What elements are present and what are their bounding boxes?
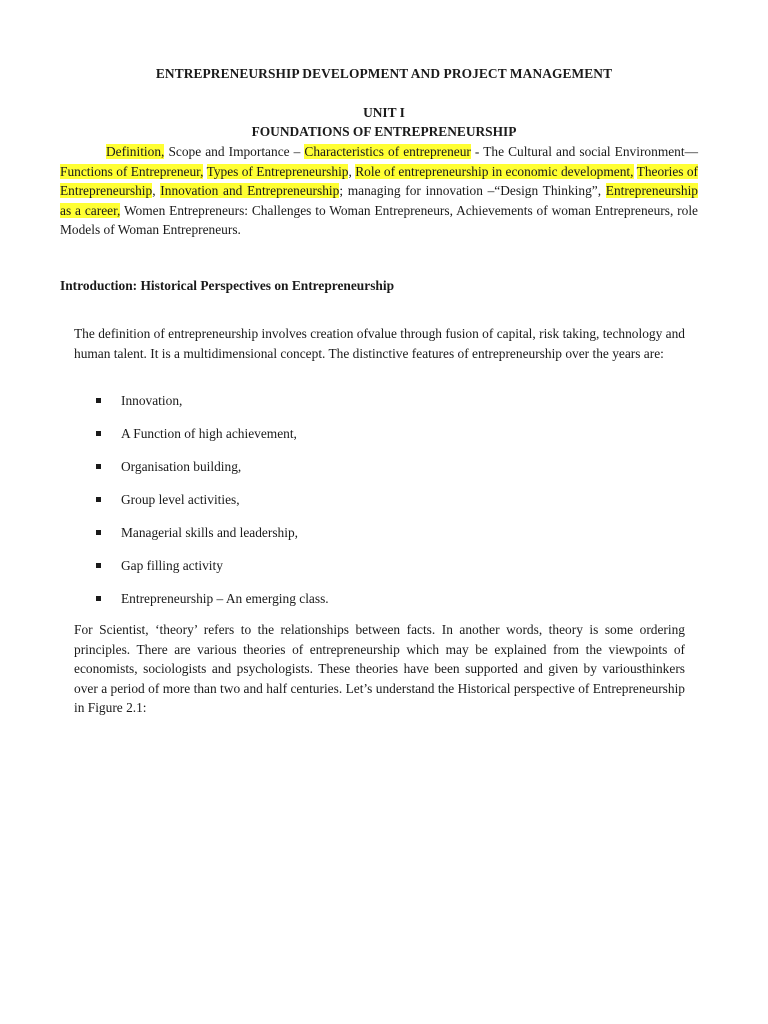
square-bullet-icon <box>96 563 101 568</box>
list-item-text: Organisation building, <box>121 459 242 474</box>
syllabus-paragraph <box>60 142 698 240</box>
syllabus-text: , <box>348 163 356 179</box>
list-item-text: Innovation, <box>121 393 183 408</box>
list-item <box>96 524 329 557</box>
square-bullet-icon <box>96 530 101 535</box>
square-bullet-icon <box>96 596 101 601</box>
document-title: ENTREPRENEURSHIP DEVELOPMENT AND PROJECT MANAGEMENT <box>155 66 613 81</box>
intro-paragraph: The definition of entrepreneurship involves creation ofvalue through fusion of capital, risk taking, technology and human talent. It is a multidimensional concept. The distinctive features of entrepreneurship over the years are: <box>74 326 685 361</box>
highlighted-topic: Innovation and Entrepreneurship <box>160 183 340 199</box>
unit-title: FOUNDATIONS OF ENTREPRENEURSHIP <box>251 124 517 139</box>
highlighted-topic: Role of entrepreneurship in economic development, <box>355 163 634 179</box>
highlighted-topic: Characteristics of entrepreneur <box>304 144 471 159</box>
list-item <box>96 425 329 458</box>
section-heading: Introduction: Historical Perspectives on Entrepreneurship <box>60 278 395 293</box>
syllabus-text: - The Cultural and social Environment— <box>470 144 698 159</box>
unit-number: UNIT I <box>363 105 405 120</box>
highlighted-topic: Definition, <box>106 144 165 159</box>
syllabus-text: , <box>152 183 161 199</box>
square-bullet-icon <box>96 464 101 469</box>
list-item <box>96 557 329 590</box>
syllabus-text: Scope and Importance – <box>164 144 305 159</box>
theory-paragraph: For Scientist, ‘theory’ refers to the relationships between facts. In another words, theory is some ordering principles. There are various theories of entrepreneurship which may be explained from the viewpoints of economists, sociologists and psychologists. These theories have been supported and given by variousthinkers over a period of more than two and half centuries. Let’s understand the Historical perspective of Entrepreneurship in Figure 2.1: <box>74 622 685 716</box>
highlighted-topic: Functions of Entrepreneur, <box>60 163 204 179</box>
list-item <box>96 392 329 425</box>
square-bullet-icon <box>96 497 101 502</box>
list-item <box>96 491 329 524</box>
syllabus-text: ; managing for innovation –“Design Thinking”, <box>339 183 606 199</box>
list-item-text: Group level activities, <box>121 492 240 507</box>
list-item-text: A Function of high achievement, <box>121 426 297 441</box>
square-bullet-icon <box>96 431 101 436</box>
highlighted-topic: Entrepreneurship as a career, <box>60 183 698 218</box>
list-item-text: Gap filling activity <box>121 558 223 573</box>
square-bullet-icon <box>96 398 101 403</box>
list-item-text: Entrepreneurship – An emerging class. <box>121 591 329 606</box>
syllabus-text: Women Entrepreneurs: Challenges to Woman Entrepreneurs, Achievements of woman Entrepreneurs, role Models of Woman Entrepreneurs. <box>60 202 699 238</box>
highlighted-topic: Theories of Entrepreneurship <box>60 163 699 199</box>
list-item <box>96 458 329 491</box>
list-item-text: Managerial skills and leadership, <box>121 525 299 540</box>
highlighted-topic: Types of Entrepreneurship <box>206 163 349 179</box>
features-list <box>96 392 329 623</box>
list-item <box>96 590 329 623</box>
